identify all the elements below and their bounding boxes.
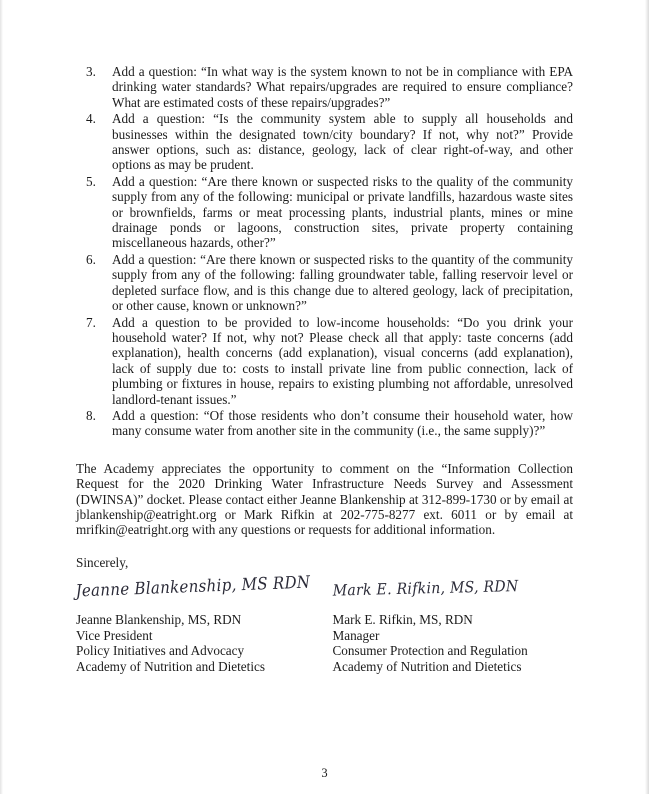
list-item-number: 5. (86, 173, 96, 189)
sincerely-line: Sincerely, (76, 554, 129, 570)
list-item (76, 252, 573, 314)
list-item-text: Add a question: “Are there known or suspected risks to the quality of the community supply from any of the following: municipal or private landfills, hazardous waste sites or brownfields, farms or meat processing plants, industrial plants, mines or mine drainage ponds or lagoons, construction sites, private property containing miscellaneous hazards, other?” (112, 173, 573, 251)
signature-image-jeanne (75, 572, 325, 611)
list-item-number: 8. (86, 407, 96, 423)
list-item (76, 315, 573, 407)
list-item-text: Add a question: “Are there known or suspected risks to the quantity of the community supply from any of the following: falling groundwater table, falling reservoir level or depleted surface flow, and is this change due to altered geology, lack of precipitation, or other cause, known or unknown?” (112, 251, 573, 314)
list-item-text: Add a question: “Of those residents who don’t consume their household water, how many consume water from another site in the community (i.e., the same supply)?” (112, 407, 573, 439)
list-item (76, 174, 573, 251)
page-edge-left (0, 0, 3, 794)
list-item-number: 4. (86, 111, 96, 127)
page-edge-right (645, 0, 649, 794)
document-content (76, 64, 573, 674)
signature-script-text: Jeanne Blankenship, MS RDN (75, 572, 311, 602)
signer-name: Mark E. Rifkin, MS, RDN (332, 612, 473, 628)
signer-department: Policy Initiatives and Advocacy (76, 643, 245, 659)
signer-title: Vice President (76, 627, 153, 643)
signer-organization: Academy of Nutrition and Dietetics (76, 658, 265, 674)
signer-title: Manager (332, 627, 380, 643)
list-item (76, 111, 573, 173)
signature-block-right (325, 578, 574, 674)
signature-area (75, 572, 573, 674)
page-number: 3 (321, 766, 328, 780)
list-item-number: 3. (86, 64, 96, 79)
list-item (76, 64, 573, 110)
signer-organization: Academy of Nutrition and Dietetics (332, 658, 522, 674)
signer-department: Consumer Protection and Regulation (332, 643, 528, 659)
signature-script-text: Mark E. Rifkin, MS, RDN (332, 578, 519, 601)
list-item-number: 6. (86, 251, 96, 267)
list-item-text: Add a question to be provided to low-income households: “Do you drink your household water? If not, why not? Please check all that apply: taste concerns (add explanation), health concerns (add explanation), visual concerns (add explanation), lack of supply due to: costs to install private line from public connection, lack of plumbing or fixtures in house, repairs to existing plumbing not affordable, unresolved landlord-tenant issues.” (112, 314, 573, 407)
list-item-number: 7. (86, 314, 96, 330)
signature-block-left (75, 572, 325, 674)
closing-paragraph: The Academy appreciates the opportunity to comment on the “Information Collection Request for the 2020 Drinking Water Infrastructure Needs Survey and Assessment (DWINSA)” docket. Please contact either Jeanne Blankenship at 312-899-1730 or by email at jblankenship@eatright.org or Mark Rifkin at 202-775-8277 ext. 6011 or by email at mrifkin@eatright.org with any questions or requests for additional information. (76, 460, 573, 538)
list-item (76, 408, 573, 439)
signer-name: Jeanne Blankenship, MS, RDN (76, 612, 242, 628)
signature-image-mark (332, 578, 574, 611)
list-item-text: Add a question: “Is the community system able to supply all households and businesses within the designated town/city boundary? If not, why not?” Provide answer options, such as: distance, geology, lack of clear right-of-way, and other options as may be prudent. (112, 111, 573, 173)
list-item-text: Add a question: “In what way is the system known to not be in compliance with EPA drinking water standards? What repairs/upgrades are required to ensure compliance? What are estimated costs of these repairs/upgrades?” (112, 64, 573, 110)
recommendations-list (76, 64, 573, 439)
